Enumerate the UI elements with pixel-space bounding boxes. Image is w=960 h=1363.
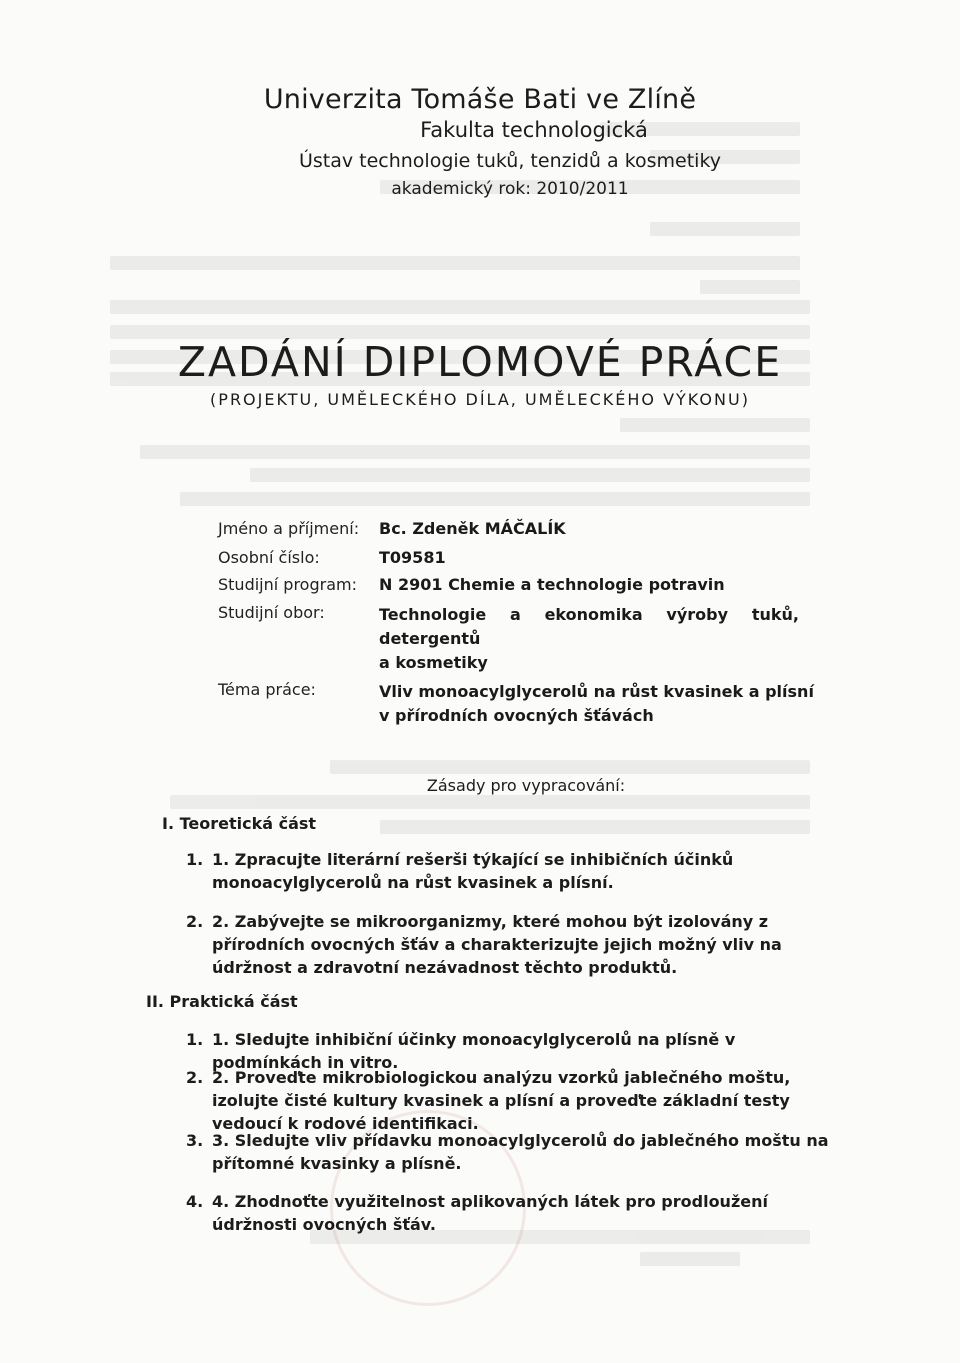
field-value-program (379, 575, 725, 594)
faculty-name: Fakulta technologická (420, 118, 648, 142)
field-value-topic (379, 680, 814, 728)
task-number: 4. (186, 1192, 204, 1211)
task-number: 2. (186, 912, 204, 931)
task-item (186, 910, 836, 979)
task-item (186, 1190, 836, 1236)
task-number: 1. (186, 1030, 204, 1049)
task-text: 4. Zhodnoťte využitelnost aplikovaných látek pro prodloužení údržnosti ovocných šťáv. (212, 1192, 768, 1234)
student-id: T09581 (379, 548, 446, 567)
field-label-program: Studijní program: (218, 575, 357, 594)
field-value-field (379, 603, 799, 675)
thesis-topic-line-1: Vliv monoacylglycerolů na růst kvasinek a plísní (379, 682, 814, 701)
task-item (186, 1066, 836, 1135)
study-field-line-1: Technologie a ekonomika výroby tuků, detergentů (379, 605, 799, 648)
task-number: 3. (186, 1131, 204, 1150)
task-text: 2. Zabývejte se mikroorganizmy, které mohou být izolovány z přírodních ovocných šťáv a charakterizujte jejich možný vliv na údržnost a zdravotní nezávadnost těchto produktů. (212, 912, 782, 977)
task-number: 2. (186, 1068, 204, 1087)
field-label-name: Jméno a příjmení: (218, 519, 360, 538)
field-label-id: Osobní číslo: (218, 548, 320, 567)
document-subtitle: (PROJEKTU, UMĚLECKÉHO DÍLA, UMĚLECKÉHO VÝKONU) (210, 390, 750, 409)
principles-heading: Zásady pro vypracování: (426, 776, 626, 795)
institute-name: Ústav technologie tuků, tenzidů a kosmetiky (298, 150, 722, 172)
field-value-name (379, 519, 566, 538)
academic-year: akademický rok: 2010/2011 (391, 179, 629, 199)
university-name: Univerzita Tomáše Bati ve Zlíně (263, 84, 697, 115)
thesis-topic-line-2: v přírodních ovocných šťávách (379, 706, 654, 725)
task-text: 1. Sledujte inhibiční účinky monoacylglycerolů na plísně v podmínkách in vitro. (212, 1030, 736, 1072)
task-item (186, 848, 836, 894)
section-practice: II. Praktická část (146, 992, 298, 1011)
study-program: N 2901 Chemie a technologie potravin (379, 575, 725, 594)
section-theory: I. Teoretická část (162, 814, 317, 833)
task-text: 1. Zpracujte literární rešerši týkající se inhibičních účinků monoacylglycerolů na růst kvasinek a plísní. (212, 850, 734, 892)
field-value-id (379, 548, 446, 567)
task-text: 2. Proveďte mikrobiologickou analýzu vzorků jablečného moštu, izolujte čisté kultury kvasinek a plísní a proveďte základní testy vedoucí k rodové identifikaci. (212, 1068, 791, 1133)
field-label-topic: Téma práce: (218, 680, 316, 699)
task-text: 3. Sledujte vliv přídavku monoacylglycerolů do jablečného moštu na přítomné kvasinky a plísně. (212, 1131, 829, 1173)
field-label-field: Studijní obor: (218, 603, 325, 622)
student-name: Bc. Zdeněk MÁČALÍK (379, 519, 566, 538)
document-title: ZADÁNÍ DIPLOMOVÉ PRÁCE (177, 338, 783, 386)
task-number: 1. (186, 850, 204, 869)
task-item (186, 1129, 836, 1175)
study-field-line-2: a kosmetiky (379, 653, 488, 672)
